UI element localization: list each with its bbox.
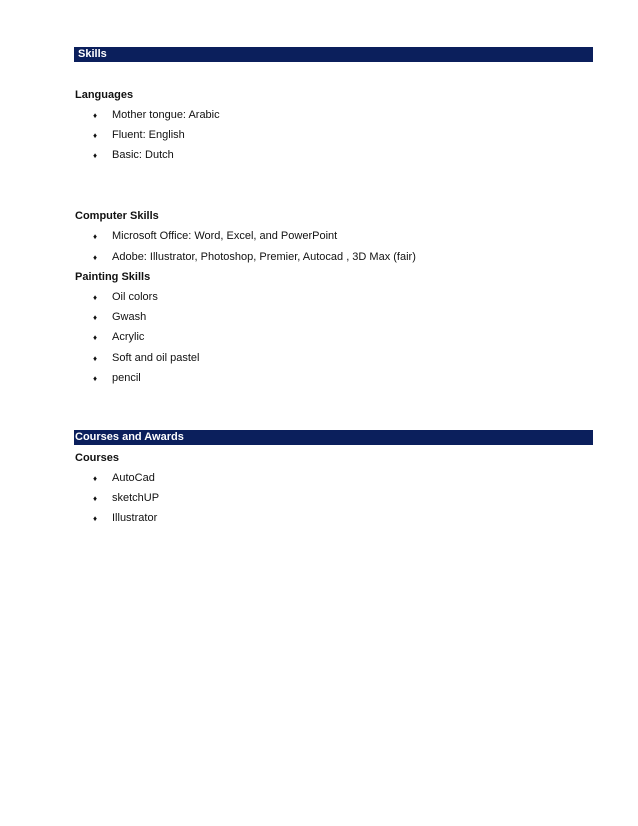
diamond-bullet-icon: ♦	[93, 313, 98, 322]
list-item: ♦ sketchUP	[93, 492, 160, 504]
list-item: ♦ Fluent: English	[93, 129, 185, 141]
list-item: ♦ Adobe: Illustrator, Photoshop, Premier, Autocad , 3D Max (fair)	[93, 251, 416, 263]
list-item: ♦ Gwash	[93, 311, 147, 323]
diamond-bullet-icon: ♦	[93, 333, 98, 342]
list-item: ♦ AutoCad	[93, 472, 155, 484]
diamond-bullet-icon: ♦	[93, 253, 98, 262]
diamond-bullet-icon: ♦	[93, 293, 98, 302]
list-item: ♦ Soft and oil pastel	[93, 352, 200, 364]
courses-awards-section-header	[74, 430, 593, 445]
skills-section-header	[74, 47, 593, 62]
list-item: ♦ Illustrator	[93, 512, 158, 524]
diamond-bullet-icon: ♦	[93, 151, 98, 160]
list-item: ♦ Acrylic	[93, 331, 145, 343]
languages-heading: Languages	[75, 89, 134, 101]
list-item: ♦ Microsoft Office: Word, Excel, and PowerPoint	[93, 230, 338, 242]
diamond-bullet-icon: ♦	[93, 232, 98, 241]
computer-skills-heading: Computer Skills	[75, 210, 159, 222]
list-item: ♦ pencil	[93, 372, 141, 384]
list-item: ♦ Oil colors	[93, 291, 158, 303]
diamond-bullet-icon: ♦	[93, 374, 98, 383]
skills-section-title: Skills	[78, 48, 107, 60]
courses-heading: Courses	[75, 452, 120, 464]
diamond-bullet-icon: ♦	[93, 514, 98, 523]
list-item: ♦ Mother tongue: Arabic	[93, 109, 220, 121]
diamond-bullet-icon: ♦	[93, 494, 98, 503]
diamond-bullet-icon: ♦	[93, 474, 98, 483]
diamond-bullet-icon: ♦	[93, 111, 98, 120]
courses-awards-section-title: Courses and Awards	[75, 431, 184, 443]
diamond-bullet-icon: ♦	[93, 131, 98, 140]
list-item: ♦ Basic: Dutch	[93, 149, 174, 161]
diamond-bullet-icon: ♦	[93, 354, 98, 363]
painting-skills-heading: Painting Skills	[75, 271, 151, 283]
